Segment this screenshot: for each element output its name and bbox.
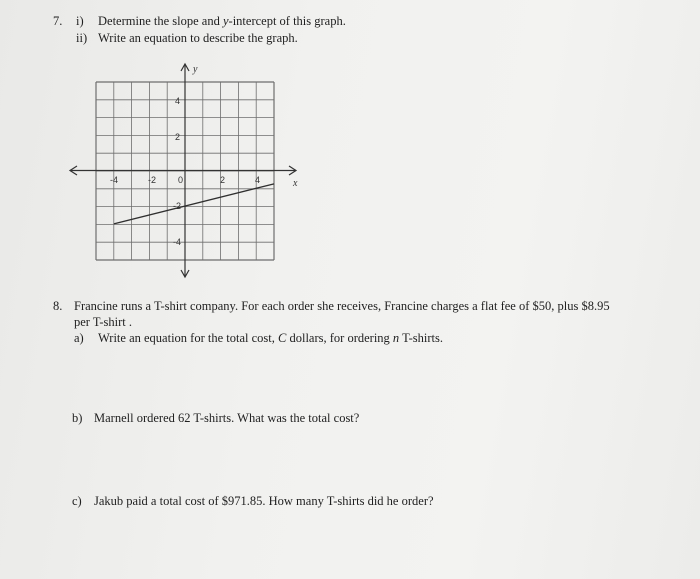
x-tick-label: 4 [255,175,261,185]
y-tick-label: 4 [175,96,181,106]
graph-axes [70,64,298,277]
q8b-marker: b) [72,411,83,425]
y-tick-label: 2 [175,132,181,142]
q7-part-ii-marker: ii) [76,31,88,45]
y-tick-label: -2 [173,201,182,211]
q8a-marker: a) [74,331,84,345]
q8c-text: Jakub paid a total cost of $971.85. How many T-shirts did he order? [94,494,434,508]
q7-part-i-marker: i) [76,14,84,28]
q8-number: 8. [53,299,63,313]
graph-line [114,184,274,224]
q7-part-ii-text: Write an equation to describe the graph. [98,31,298,45]
y-tick-label: -4 [173,237,182,247]
q8b-text: Marnell ordered 62 T-shirts. What was the total cost? [94,411,360,425]
x-tick-label: 0 [178,175,184,185]
y-axis-label: y [193,64,198,75]
q8c-marker: c) [72,494,82,508]
q8-text-line1: Francine runs a T-shirt company. For each order she receives, Francine charges a flat fee of $50, plus $8.95 [74,299,610,313]
q8a-text: Write an equation for the total cost, C dollars, for ordering n T-shirts. [98,331,443,345]
q8-text-line2: per T-shirt . [74,315,132,329]
x-tick-label: -2 [148,175,157,185]
x-axis-label: x [293,178,298,189]
q7-number: 7. [53,14,63,28]
x-tick-label: -4 [110,175,119,185]
q7-part-i-text: Determine the slope and y-intercept of this graph. [98,14,346,28]
x-tick-label: 2 [220,175,226,185]
